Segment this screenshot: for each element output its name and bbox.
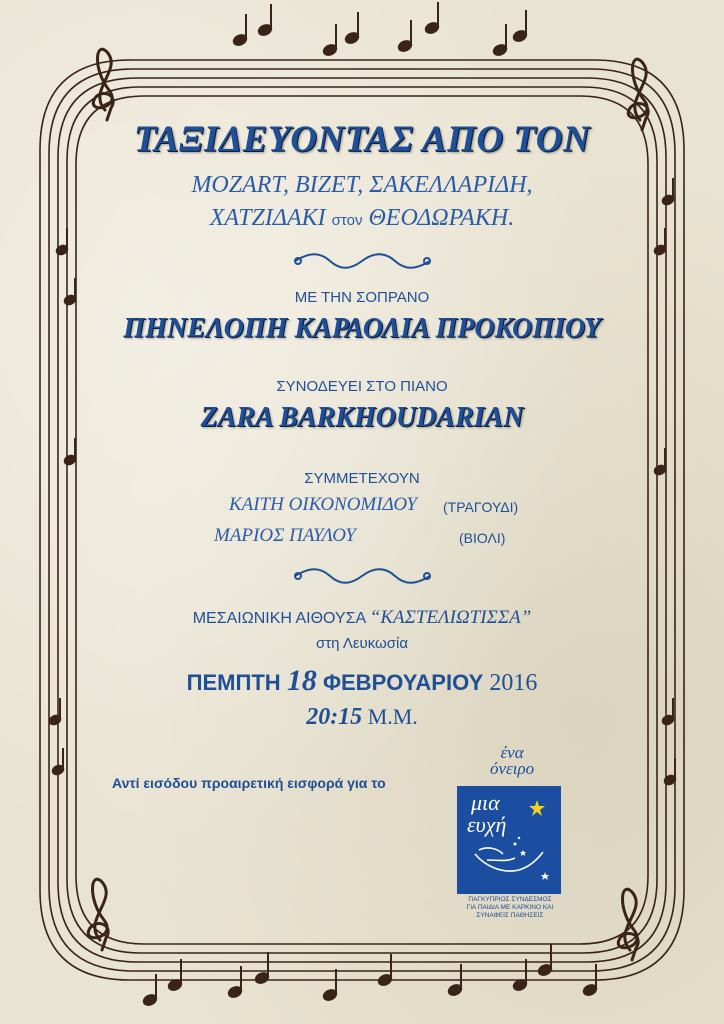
event-date: [0, 664, 724, 698]
date-weekday: ΠΕΜΠΤΗ: [186, 670, 281, 695]
composer-theodorakis: ΘΕΟΔΩΡΑΚΗ.: [368, 205, 515, 231]
logo-top-line-1: ένα: [500, 743, 524, 762]
venue-line: [0, 607, 724, 629]
piano-label: ΣΥΝΟΔΕΥΕΙ ΣΤΟ ΠΙΑΝΟ: [276, 378, 448, 395]
logo-caption: [448, 896, 572, 920]
logo-caption-line-2: ΓΙΑ ΠΑΙΔΙΑ ΜΕ ΚΑΡΚΙΝΟ ΚΑΙ: [466, 904, 554, 911]
participant-1-name: ΚΑΙΤΗ ΟΙΚΟΝΟΜΙΔΟΥ: [229, 494, 417, 515]
concert-title: ΤΑΞΙΔΕΥΟΝΤΑΣ ΑΠΟ ΤΟΝ: [133, 119, 591, 160]
participant-2-role: (ΒΙΟΛΙ): [459, 530, 506, 546]
date-year: 2016: [489, 670, 538, 696]
time-suffix: Μ.Μ.: [367, 704, 418, 729]
logo-top-line-2: όνειρο: [490, 759, 535, 778]
date-day: 18: [286, 664, 317, 697]
venue-label: ΜΕΣΑΙΩΝΙΚΗ ΑΙΘΟΥΣΑ: [192, 610, 366, 627]
ornament-divider-bottom: [290, 565, 435, 587]
participant-1-role: (ΤΡΑΓΟΥΔΙ): [443, 499, 519, 515]
soprano-label: ΜΕ ΤΗΝ ΣΟΠΡΑΝΟ: [294, 289, 430, 306]
treble-clef-icon: [618, 889, 638, 960]
ornament-divider-top: [290, 250, 435, 272]
logo-top-text: [490, 745, 534, 777]
logo-main-line-2: ευχή: [467, 812, 507, 837]
pianist-name: ZARA BARKHOUDARIAN: [200, 402, 524, 433]
connector-word: στον: [331, 212, 363, 229]
venue-city: στη Λευκωσία: [315, 635, 409, 652]
charity-logo: [457, 786, 561, 894]
composers-line-1: MOZART, BIZET, ΣΑΚΕΛΛΑΡΙΔΗ,: [191, 172, 533, 198]
participants-label: ΣΥΜΜΕΤΕΧΟΥΝ: [304, 470, 420, 487]
hand-star-icon: [457, 786, 561, 894]
time-value: 20:15: [306, 704, 363, 730]
participant-2-name: ΜΑΡΙΟΣ ΠΑΥΛΟΥ: [214, 525, 356, 546]
event-time: [0, 704, 724, 731]
donation-text: Αντί εισόδου προαιρετική εισφορά για το: [112, 775, 386, 791]
venue-name: “ΚΑΣΤΕΛΙΩΤΙΣΣΑ”: [369, 607, 532, 628]
logo-main-line-1: μια: [471, 790, 500, 815]
logo-caption-line-3: ΣΥΝΑΦΕΙΣ ΠΑΘΗΣΕΙΣ: [476, 912, 544, 919]
logo-caption-line-1: ΠΑΓΚΥΠΡΙΟΣ ΣΥΝΔΕΣΜΟΣ: [468, 896, 552, 903]
composer-hatzidakis: ΧΑΤΖΙΔΑΚΙ: [209, 205, 326, 231]
soprano-name: ΠΗΝΕΛΟΠΗ ΚΑΡΑΟΛΙΑ ΠΡΟΚΟΠΙΟΥ: [123, 313, 601, 344]
date-month: ΦΕΒΡΟΥΑΡΙΟΥ: [322, 670, 484, 695]
composers-line-2: [0, 205, 724, 232]
